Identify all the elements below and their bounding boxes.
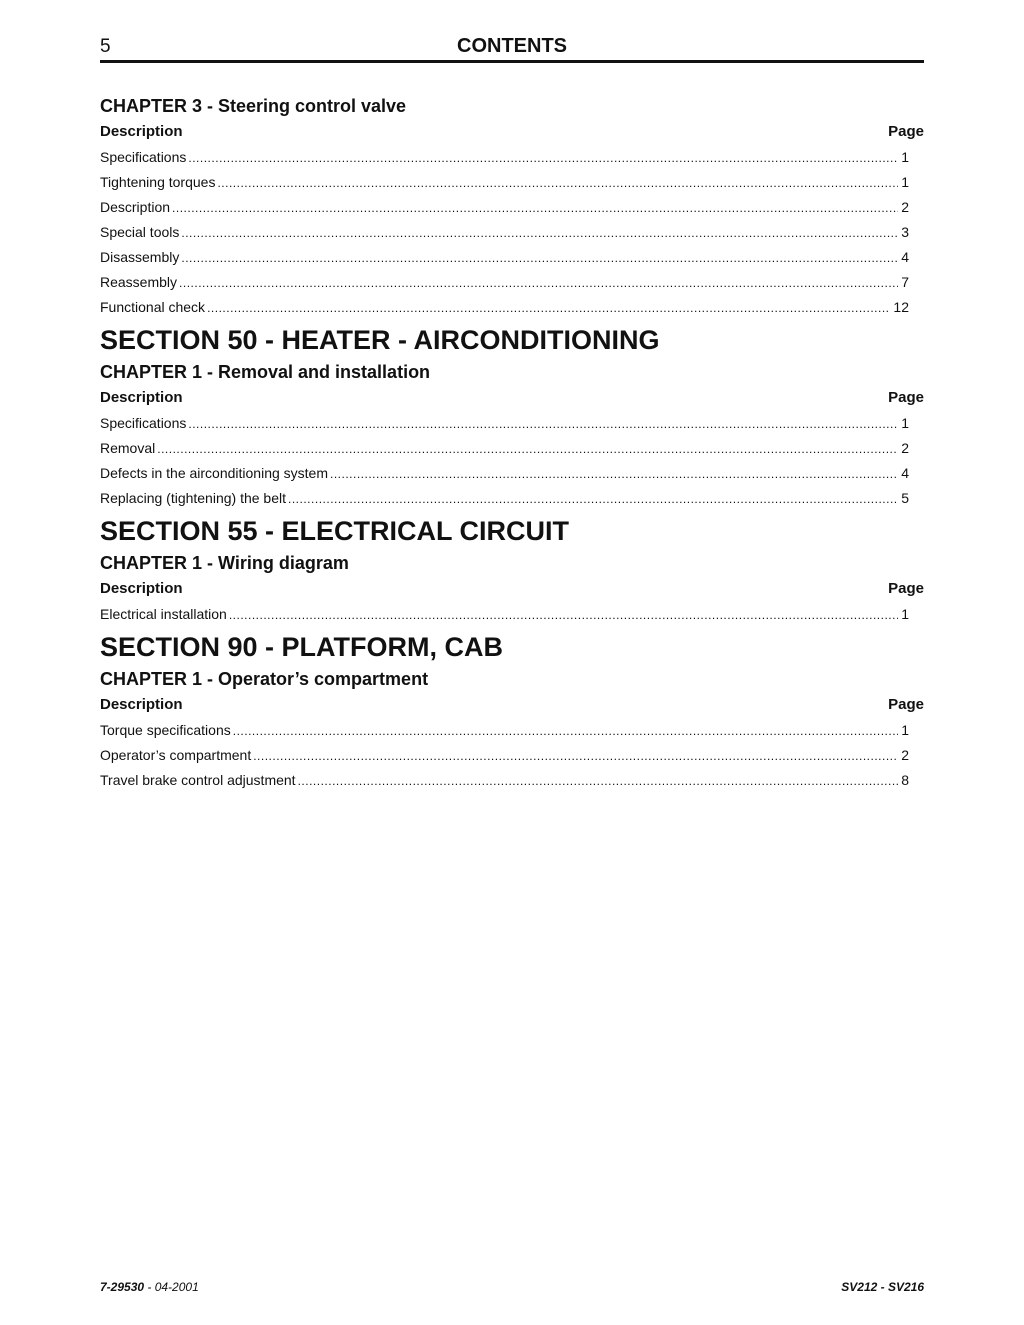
page-column-label: Page bbox=[888, 389, 924, 406]
toc-block bbox=[100, 630, 924, 793]
toc-entry[interactable] bbox=[100, 718, 909, 743]
entry-title: Removal bbox=[100, 440, 156, 456]
dot-leader bbox=[330, 462, 898, 487]
entry-page-number: 1 bbox=[901, 149, 909, 165]
dot-leader bbox=[188, 146, 898, 171]
chapter-title: CHAPTER 1 - Operator’s compartment bbox=[100, 669, 429, 689]
footer-doc-info bbox=[100, 1280, 199, 1294]
entry-page-number: 2 bbox=[901, 440, 909, 456]
entry-title: Disassembly bbox=[100, 249, 180, 265]
entry-title: Tightening torques bbox=[100, 174, 216, 190]
section-title: SECTION 50 - HEATER - AIRCONDITIONING bbox=[100, 325, 660, 355]
toc-block bbox=[100, 323, 924, 511]
entry-page-number: 3 bbox=[901, 224, 909, 240]
column-header-row bbox=[100, 579, 924, 598]
toc-entry[interactable] bbox=[100, 245, 909, 270]
page-number: 5 bbox=[100, 36, 111, 57]
entry-title: Specifications bbox=[100, 415, 187, 431]
dot-leader bbox=[157, 437, 898, 462]
toc-block bbox=[100, 514, 924, 627]
entry-title: Operator’s compartment bbox=[100, 747, 252, 763]
column-header-row bbox=[100, 388, 924, 407]
page-header bbox=[100, 34, 924, 63]
column-header-row bbox=[100, 122, 924, 141]
entry-page-number: 1 bbox=[901, 415, 909, 431]
description-column-label: Description bbox=[100, 696, 183, 713]
entry-list bbox=[100, 602, 924, 627]
entry-page-number: 4 bbox=[901, 465, 909, 481]
dot-leader bbox=[233, 719, 898, 744]
entry-title: Travel brake control adjustment bbox=[100, 772, 296, 788]
dot-leader bbox=[207, 296, 890, 321]
entry-page-number: 12 bbox=[893, 299, 909, 315]
entry-title: Description bbox=[100, 199, 171, 215]
dot-leader bbox=[229, 603, 898, 628]
dot-leader bbox=[288, 487, 898, 512]
toc-entry[interactable] bbox=[100, 743, 909, 768]
chapter-title: CHAPTER 3 - Steering control valve bbox=[100, 96, 407, 116]
toc-entry[interactable] bbox=[100, 411, 909, 436]
page-column-label: Page bbox=[888, 580, 924, 597]
toc-block bbox=[100, 94, 924, 320]
footer-models: SV212 - SV216 bbox=[841, 1280, 924, 1294]
doc-number: 7-29530 bbox=[100, 1280, 145, 1294]
dot-leader bbox=[298, 769, 899, 794]
dot-leader bbox=[253, 744, 898, 769]
entry-title: Specifications bbox=[100, 149, 187, 165]
toc-entry[interactable] bbox=[100, 170, 909, 195]
entry-title: Functional check bbox=[100, 299, 206, 315]
entry-page-number: 7 bbox=[901, 274, 909, 290]
toc-entry[interactable] bbox=[100, 436, 909, 461]
dot-leader bbox=[179, 271, 898, 296]
description-column-label: Description bbox=[100, 389, 183, 406]
toc-entry[interactable] bbox=[100, 768, 909, 793]
entry-title: Reassembly bbox=[100, 274, 178, 290]
entry-page-number: 4 bbox=[901, 249, 909, 265]
dot-leader bbox=[217, 171, 898, 196]
toc-entry[interactable] bbox=[100, 461, 909, 486]
toc-entry[interactable] bbox=[100, 602, 909, 627]
entry-page-number: 1 bbox=[901, 606, 909, 622]
toc-entry[interactable] bbox=[100, 220, 909, 245]
dot-leader bbox=[172, 196, 898, 221]
dot-leader bbox=[181, 221, 898, 246]
description-column-label: Description bbox=[100, 123, 183, 140]
page-column-label: Page bbox=[888, 123, 924, 140]
entry-page-number: 8 bbox=[901, 772, 909, 788]
entry-page-number: 5 bbox=[901, 490, 909, 506]
dot-leader bbox=[188, 412, 898, 437]
page-column-label: Page bbox=[888, 696, 924, 713]
entry-title: Electrical installation bbox=[100, 606, 227, 622]
dot-leader bbox=[181, 246, 898, 271]
table-of-contents bbox=[100, 94, 924, 793]
entry-title: Special tools bbox=[100, 224, 180, 240]
contents-heading: CONTENTS bbox=[457, 35, 567, 57]
entry-page-number: 1 bbox=[901, 722, 909, 738]
section-title: SECTION 90 - PLATFORM, CAB bbox=[100, 632, 504, 662]
entry-page-number: 2 bbox=[901, 747, 909, 763]
entry-list bbox=[100, 718, 924, 793]
toc-entry[interactable] bbox=[100, 270, 909, 295]
section-title: SECTION 55 - ELECTRICAL CIRCUIT bbox=[100, 516, 570, 546]
column-header-row bbox=[100, 695, 924, 714]
entry-title: Defects in the airconditioning system bbox=[100, 465, 328, 481]
entry-page-number: 2 bbox=[901, 199, 909, 215]
entry-title: Replacing (tightening) the belt bbox=[100, 490, 287, 506]
description-column-label: Description bbox=[100, 580, 183, 597]
chapter-title: CHAPTER 1 - Removal and installation bbox=[100, 362, 431, 382]
toc-entry[interactable] bbox=[100, 145, 909, 170]
entry-page-number: 1 bbox=[901, 174, 909, 190]
toc-entry[interactable] bbox=[100, 486, 909, 511]
toc-entry[interactable] bbox=[100, 195, 909, 220]
toc-entry[interactable] bbox=[100, 295, 909, 320]
chapter-title: CHAPTER 1 - Wiring diagram bbox=[100, 553, 349, 573]
entry-list bbox=[100, 145, 924, 320]
entry-list bbox=[100, 411, 924, 511]
entry-title: Torque specifications bbox=[100, 722, 231, 738]
doc-date: - 04-2001 bbox=[144, 1280, 199, 1294]
